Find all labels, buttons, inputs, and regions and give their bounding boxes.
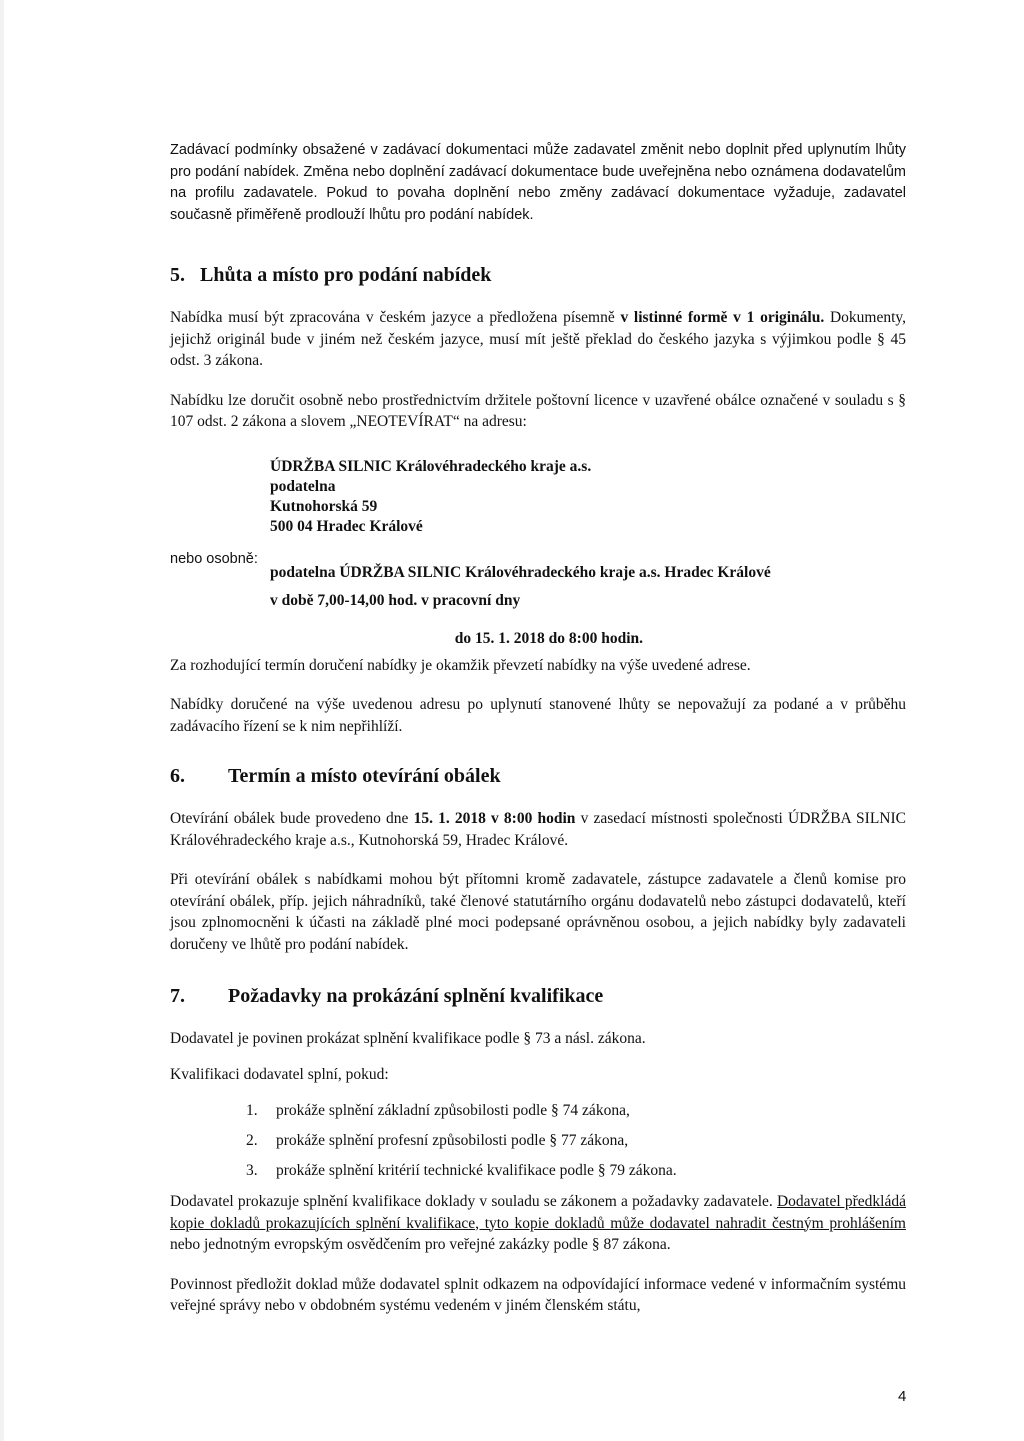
section-5-heading [170, 264, 906, 287]
text-run: Dodavatel prokazuje splnění kvalifikace doklady v souladu se zákonem a požadavky zadavatele. [170, 1193, 777, 1210]
personal-address-line: podatelna ÚDRŽBA SILNIC Královéhradeckého kraje a.s. Hradec Králové [270, 563, 771, 581]
list-text: prokáže splnění kritérií technické kvalifikace podle § 79 zákona. [276, 1162, 677, 1179]
sec5-paragraph-1 [170, 307, 906, 372]
underlined-run: Dodavatel předkládá kopie dokladů prokazujících splnění kvalifikace, tyto kopie dokladů může dodavatel nahradit čestným prohlášením [170, 1193, 906, 1232]
bold-run: 15. 1. 2018 v 8:00 hodin [413, 810, 576, 827]
section-6-heading [170, 765, 906, 788]
section-number: 6. [170, 765, 185, 787]
text-run: Nabídka musí být zpracována v českém jazyce a předložena písemně [170, 309, 621, 326]
scan-edge [0, 0, 4, 1441]
list-number: 1. [246, 1102, 258, 1119]
sec5-paragraph-2: Nabídku lze doručit osobně nebo prostřednictvím držitele poštovní licence v uzavřené obálce označené v souladu s § 107 odst. 2 zákona a slovem „NEOTEVÍRAT“ na adresu: [170, 391, 906, 430]
intro-paragraph: Zadávací podmínky obsažené v zadávací dokumentaci může zadavatel změnit nebo doplnit před uplynutím lhůty pro podání nabídek. Změna nebo doplnění zadávací dokumentace bude uveřejněna nebo oznámena dodavatelům na profilu zadavatele. Pokud to povaha doplnění nebo změny zadávací dokumentace vyžaduje, zadavatel současně přiměřeně prodlouží lhůtu pro podání nabídek. [170, 142, 906, 223]
address-line: ÚDRŽBA SILNIC Královéhradeckého kraje a.s. [270, 457, 592, 475]
section-7-heading [170, 985, 906, 1008]
list-text: prokáže splnění základní způsobilosti podle § 74 zákona, [276, 1102, 630, 1119]
page-number: 4 [898, 1388, 907, 1405]
list-text: prokáže splnění profesní způsobilosti podle § 77 zákona, [276, 1132, 629, 1149]
bold-run: v listinné formě v 1 originálu. [620, 309, 825, 326]
address-lines [270, 457, 906, 611]
address-block [170, 457, 906, 611]
personal-delivery-label: nebo osobně: [170, 550, 258, 567]
sec7-paragraph-4: Povinnost předložit doklad může dodavatel splnit odkazem na odpovídající informace vedené v informačním systému veřejné správy nebo v obdobném systému vedeném v jiném členském státu, [170, 1275, 906, 1314]
list-item [246, 1161, 906, 1181]
list-number: 3. [246, 1162, 258, 1179]
sec5-paragraph-4: Nabídky doručené na výše uvedenou adresu po uplynutí stanovené lhůty se nepovažují za podané a v průběhu zadávacího řízení se k nim nepřihlíží. [170, 696, 906, 735]
text-run: nebo jednotným evropským osvědčením pro veřejné zakázky podle § 87 zákona. [170, 1236, 671, 1253]
list-item [246, 1131, 906, 1151]
section-number: 7. [170, 985, 185, 1007]
sec5-paragraph-3: Za rozhodující termín doručení nabídky je okamžik převzetí nabídky na výše uvedené adrese. [170, 656, 751, 674]
section-title: Lhůta a místo pro podání nabídek [200, 264, 492, 286]
address-line: 500 04 Hradec Králové [270, 517, 423, 535]
section-number: 5. [170, 264, 185, 286]
submission-deadline: do 15. 1. 2018 do 8:00 hodin. [454, 629, 643, 647]
sec6-paragraph-2: Při otevírání obálek s nabídkami mohou být přítomni kromě zadavatele, zástupce zadavatele a členů komise pro otevírání obálek, příp. jejich náhradníků, také členové statutárního orgánu dodavatelů nebo zástupci dodavatelů, kteří jsou zplnomocněni k účasti na základě plné moci podepsané oprávněnou osobou, a jejich nabídky byly zadavateli doručeny ve lhůtě pro podání nabídek. [170, 871, 906, 953]
text-run: Otevírání obálek bude provedeno dne [170, 810, 414, 827]
list-item [246, 1101, 906, 1121]
sec7-paragraph-2: Kvalifikaci dodavatel splní, pokud: [170, 1065, 389, 1083]
office-hours: v době 7,00-14,00 hod. v pracovní dny [270, 591, 521, 609]
list-number: 2. [246, 1132, 258, 1149]
section-title: Termín a místo otevírání obálek [228, 765, 501, 787]
sec7-paragraph-1: Dodavatel je povinen prokázat splnění kvalifikace podle § 73 a násl. zákona. [170, 1030, 646, 1047]
address-line: podatelna [270, 477, 336, 495]
sec7-paragraph-3 [170, 1191, 906, 1256]
text-run: v zasedací místnosti společnosti ÚDRŽBA SILNIC Královéhradeckého kraje a.s., Kutnohorská 59, Hradec Králové. [170, 810, 906, 849]
sec6-paragraph-1 [170, 808, 906, 851]
section-title: Požadavky na prokázání splnění kvalifikace [228, 985, 604, 1007]
address-line: Kutnohorská 59 [270, 497, 378, 515]
text-run: Dokumenty, jejichž originál bude v jiném než českém jazyce, musí mít ještě překlad do českého jazyka s výjimkou podle § 45 odst. 3 zákona. [170, 309, 906, 369]
qualification-list [246, 1101, 906, 1181]
document-page [170, 140, 906, 1317]
